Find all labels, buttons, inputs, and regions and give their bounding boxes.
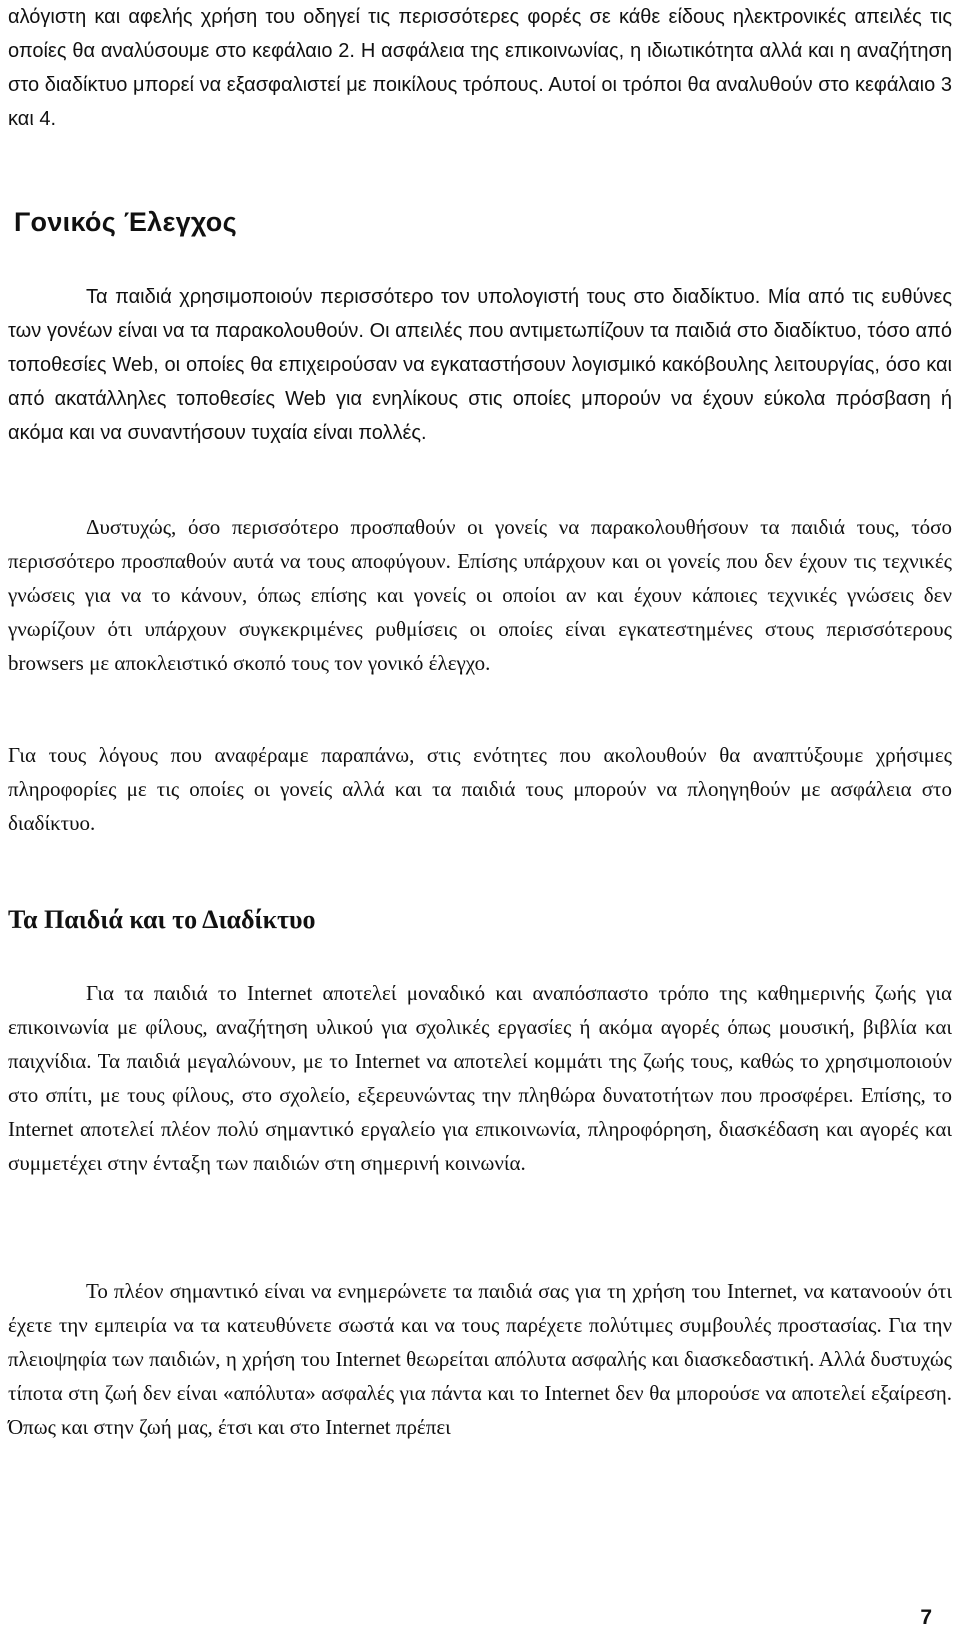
section-heading-children-internet: Τα Παιδιά και το Διαδίκτυο: [8, 905, 316, 934]
page-number: 7: [920, 1606, 932, 1629]
parental-control-paragraph-3: Για τους λόγους που αναφέραμε παραπάνω, στις ενότητες που ακολουθούν θα αναπτύξουμε χρήσιμες πληροφορίες με τις οποίες οι γονείς αλλά και τα παιδιά τους μπορούν να πλοηγηθούν με ασφάλεια στο διαδίκτυο.: [8, 743, 952, 835]
parental-control-paragraph-1: Τα παιδιά χρησιμοποιούν περισσότερο τον υπολογιστή τους στο διαδίκτυο. Μία από τις ευθύνες των γονέων είναι να τα παρακολουθούν. Οι απειλές που αντιμετωπίζουν τα παιδιά στο διαδίκτυο, τόσο από τοποθεσίες Web, οι οποίες θα επιχειρούσαν να εγκαταστήσουν λογισμικό κακόβουλης λειτουργίας, όσο και από ακατάλληλες τοποθεσίες Web για ενηλίκους στις οποίες μπορούν να έχουν εύκολα πρόσβαση ή ακόμα και να συναντήσουν τυχαία είναι πολλές.: [8, 286, 952, 444]
children-internet-paragraph-2: Το πλέον σημαντικό είναι να ενημερώνετε τα παιδιά σας για τη χρήση του Internet, να κατανοούν ότι έχετε την εμπειρία να τα κατευθύνετε σωστά και να τους παρέχετε πολύτιμες συμβουλές προστασίας. Για την πλειοψηφία των παιδιών, η χρήση του Internet θεωρείται απόλυτα ασφαλής και διασκεδαστική. Αλλά δυστυχώς τίποτα στη ζωή δεν είναι «απόλυτα» ασφαλές για πάντα και το Internet δεν θα μπορούσε να αποτελεί εξαίρεση. Όπως και στην ζωή μας, έτσι και στο Internet πρέπει: [8, 1279, 952, 1439]
parental-control-paragraph-2: Δυστυχώς, όσο περισσότερο προσπαθούν οι γονείς να παρακολουθήσουν τα παιδιά τους, τόσο περισσότερο προσπαθούν αυτά να τους αποφύγουν. Επίσης υπάρχουν και οι γονείς που δεν έχουν τις τεχνικές γνώσεις για να το κάνουν, όπως επίσης και γονείς οι οποίοι αν και έχουν κάποιες τεχνικές γνώσεις δεν γνωρίζουν ότι υπάρχουν συγκεκριμένες ρυθμίσεις οι οποίες είναι εγκατεστημένες στους περισσότερους browsers με αποκλειστικό σκοπό τους τον γονικό έλεγχο.: [8, 515, 952, 675]
children-internet-paragraph-1: Για τα παιδιά το Internet αποτελεί μοναδικό και αναπόσπαστο τρόπο της καθημερινής ζωής για επικοινωνία με φίλους, αναζήτηση υλικού για σχολικές εργασίες ή ακόμα αγορές όπως μουσική, βιβλία και παιχνίδια. Τα παιδιά μεγαλώνουν, με το Internet να αποτελεί κομμάτι της ζωής τους, καθώς το χρησιμοποιούν στο σπίτι, με τους φίλους, στο σχολείο, εξερευνώντας την πληθώρα δυνατοτήτων που προσφέρει. Επίσης, το Internet αποτελεί πλέον πολύ σημαντικό εργαλείο για επικοινωνία, πληροφόρηση, διασκέδαση και αγορές και συμμετέχει στην ένταξη των παιδιών στη σημερινή κοινωνία.: [8, 981, 952, 1175]
intro-paragraph: αλόγιστη και αφελής χρήση του οδηγεί τις περισσότερες φορές σε κάθε είδους ηλεκτρονικές απειλές τις οποίες θα αναλύσουμε στο κεφάλαιο 2. Η ασφάλεια της επικοινωνίας, η ιδιωτικότητα αλλά και η αναζήτηση στο διαδίκτυο μπορεί να εξασφαλιστεί με ποικίλους τρόπους. Αυτοί οι τρόποι θα αναλυθούν στο κεφάλαιο 3 και 4.: [8, 6, 952, 130]
section-heading-parental-control: Γονικός Έλεγχος: [14, 207, 237, 237]
